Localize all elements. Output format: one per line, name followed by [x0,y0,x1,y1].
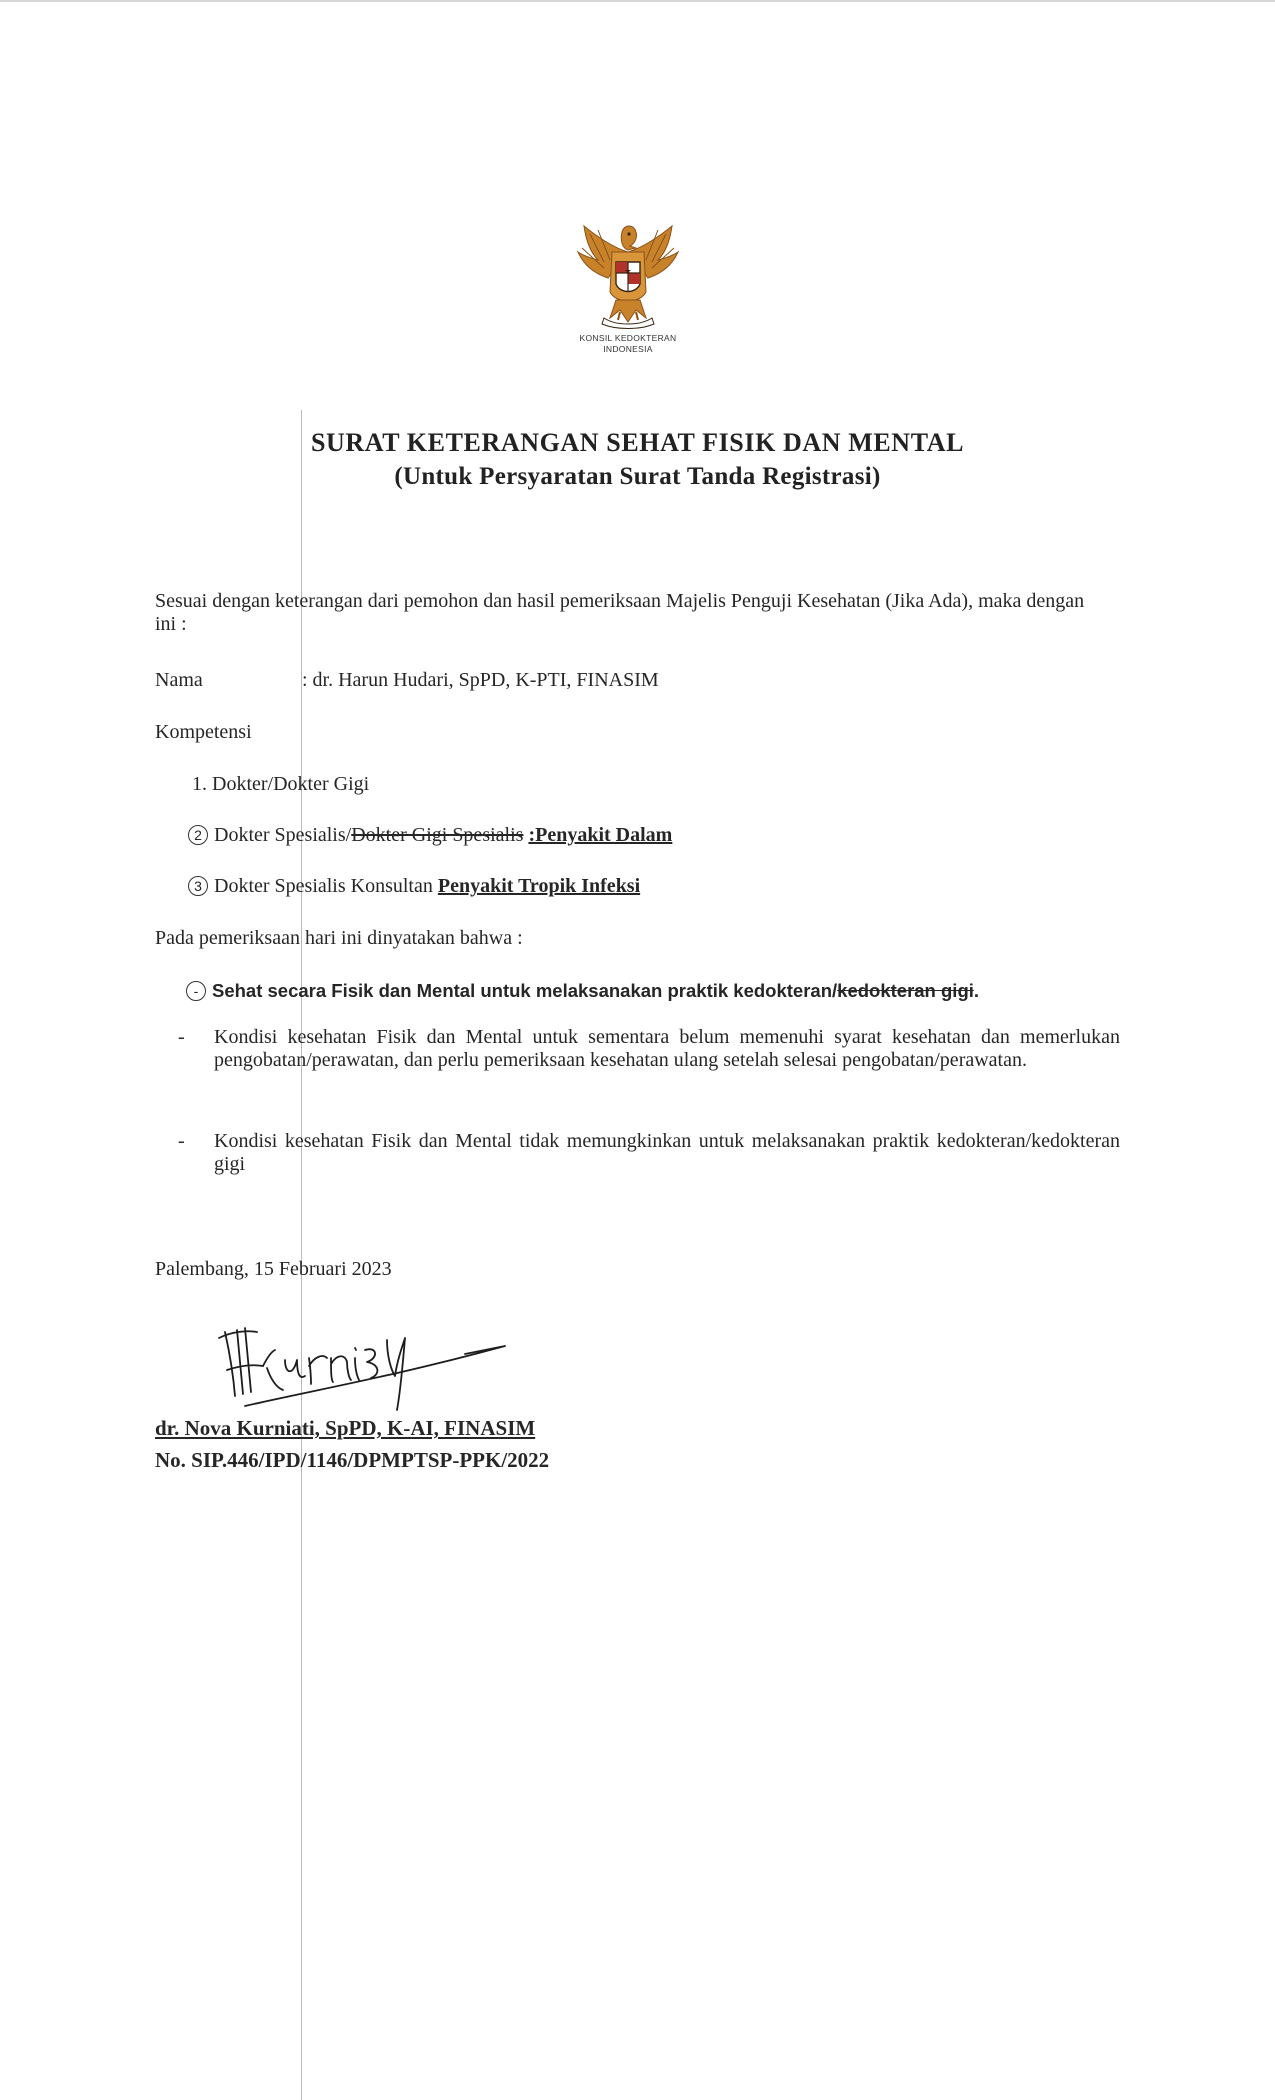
circled-number-2-icon: 2 [188,825,208,845]
handwritten-signature [205,1310,535,1430]
competency-item-2-struck: Dokter Gigi Spesialis [351,824,524,846]
emblem-caption [540,333,716,355]
competency-item-2 [188,824,672,847]
status-option-1-end: . [973,980,980,1001]
signer-license-number: No. SIP.446/IPD/1146/DPMPTSP-PPK/2022 [155,1448,550,1472]
emblem-caption-line1: KONSIL KEDOKTERAN [579,333,677,343]
place-date: Palembang, 15 Februari 2023 [155,1258,392,1280]
scan-artifact-line [301,410,302,2100]
status-option-3-dash: - [178,1130,185,1152]
signer-name: dr. Nova Kurniati, SpPD, K-AI, FINASIM [155,1416,536,1440]
scan-edge-line [0,0,1275,2]
name-value: : dr. Harun Hudari, SpPD, K-PTI, FINASIM [302,669,659,691]
status-option-2-text: Kondisi kesehatan Fisik dan Mental untuk sementara belum memenuhi syarat kesehatan dan memerlukan pengobatan/perawatan, dan perlu pemeriksaan kesehatan ulang setelah selesai pengobatan/perawatan. [214,1026,1120,1071]
status-option-1-text: Sehat secara Fisik dan Mental untuk melaksanakan praktik kedokteran/ [212,980,838,1001]
circled-dash-icon: - [186,981,206,1001]
competency-item-2-value: :Penyakit Dalam [528,824,673,846]
competency-label: Kompetensi [155,721,252,743]
document-title: SURAT KETERANGAN SEHAT FISIK DAN MENTAL [310,428,965,457]
status-option-3 [178,1130,1120,1176]
garuda-emblem-icon [574,222,682,332]
emblem-caption-line2: INDONESIA [603,344,653,354]
competency-item-1: 1. Dokter/Dokter Gigi [192,773,370,795]
status-option-2 [178,1026,1120,1072]
status-option-3-text: Kondisi kesehatan Fisik dan Mental tidak memungkinkan untuk melaksanakan praktik kedokteran/kedokteran gigi [214,1130,1120,1175]
name-label: Nama [155,669,203,691]
status-option-1-struck: kedokteran gigi [837,980,974,1001]
competency-item-3-value: Penyakit Tropik Infeksi [437,875,641,897]
status-option-1 [186,979,979,1002]
status-option-2-dash: - [178,1026,185,1048]
document-subtitle: (Untuk Persyaratan Surat Tanda Registrasi) [394,463,881,490]
competency-item-3-prefix: Dokter Spesialis Konsultan [214,875,438,897]
intro-paragraph: Sesuai dengan keterangan dari pemohon dan hasil pemeriksaan Majelis Penguji Kesehatan (Jika Ada), maka dengan ini : [155,590,1085,635]
examination-label: Pada pemeriksaan hari ini dinyatakan bahwa : [155,927,523,949]
competency-item-2-prefix: Dokter Spesialis/ [214,824,352,846]
circled-number-3-icon: 3 [188,876,208,896]
competency-item-3 [188,875,640,898]
